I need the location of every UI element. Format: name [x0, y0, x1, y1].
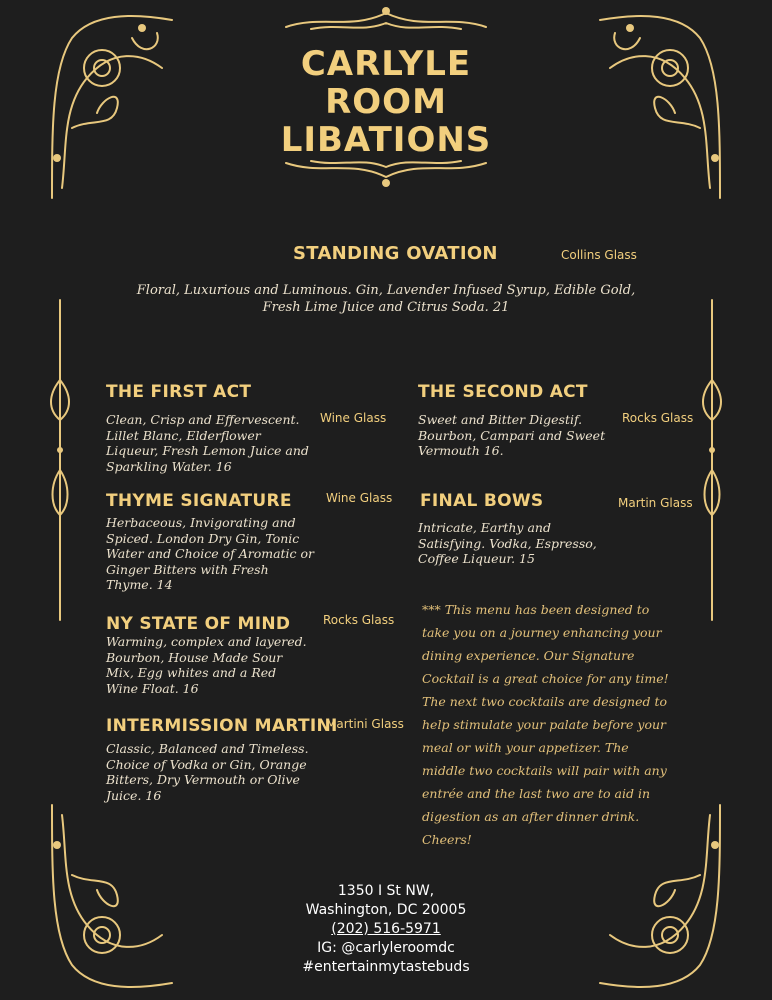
drink-name: THE FIRST ACT [106, 382, 252, 402]
title-line-1: CARLYLE [300, 44, 472, 84]
drink-name: INTERMISSION MARTINI [106, 716, 338, 736]
drink-name: FINAL BOWS [420, 491, 544, 511]
instagram-handle[interactable]: IG: @carlyleroomdc [317, 940, 455, 956]
drink-glass: Rocks Glass [323, 613, 395, 627]
title-line-3: LIBATIONS [280, 120, 492, 160]
drink-description: Herbaceous, Invigorating and Spiced. London Dry Gin, Tonic Water and Choice of Aromatic or Ginger Bitters with Fresh Thyme. 14 [106, 515, 315, 592]
drink-description: Warming, complex and layered. Bourbon, House Made Sour Mix, Egg whites and a Red Wine Float. 16 [106, 634, 307, 696]
side-ornament-right [700, 300, 724, 620]
hashtag: #entertainmytastebuds [302, 959, 470, 975]
title-flourish-top [281, 5, 491, 35]
featured-drink-description [0, 282, 772, 316]
drink-glass: Martin Glass [618, 496, 693, 510]
drink-description: Intricate, Earthy and Satisfying. Vodka, Espresso, Coffee Liqueur. 15 [418, 520, 597, 566]
drink-glass: Wine Glass [320, 411, 387, 425]
featured-description-line-1: Floral, Luxurious and Luminous. Gin, Lavender Infused Syrup, Edible Gold, [136, 283, 636, 298]
side-ornament-left [48, 300, 72, 620]
drink-name: THYME SIGNATURE [106, 491, 292, 511]
drink-name: NY STATE OF MIND [106, 614, 291, 634]
address-line-2: Washington, DC 20005 [305, 902, 467, 918]
title-flourish-bottom [281, 155, 491, 191]
drink-description: Sweet and Bitter Digestif. Bourbon, Campari and Sweet Vermouth 16. [418, 412, 606, 458]
drink-glass: Rocks Glass [622, 411, 694, 425]
title-line-2: ROOM [325, 82, 447, 122]
drink-glass: Wine Glass [326, 491, 393, 505]
phone-link[interactable]: (202) 516-5971 [331, 921, 441, 937]
footer-contact [0, 882, 772, 977]
drink-name: THE SECOND ACT [418, 382, 588, 402]
featured-description-line-2: Fresh Lime Juice and Citrus Soda. 21 [262, 300, 510, 315]
address-line-1: 1350 I St NW, [337, 883, 435, 899]
menu-note: *** This menu has been designed to take you on a journey enhancing your dining experience. Our Signature Cocktail is a great choice for any time! The next two cocktails are designed to help stimulate your palate before your meal or with your appetizer. The middle two cocktails will pair with any entrée and the last two are to aid in digestion as an after dinner drink. Cheers! [422, 602, 669, 847]
drink-description: Clean, Crisp and Effervescent. Lillet Blanc, Elderflower Liqueur, Fresh Lemon Juice and Sparkling Water. 16 [106, 412, 309, 474]
drink-glass: Martini Glass [326, 717, 404, 731]
featured-drink-name: STANDING OVATION [293, 243, 498, 264]
drink-description: Classic, Balanced and Timeless. Choice of Vodka or Gin, Orange Bitters, Dry Vermouth or Olive Juice. 16 [106, 741, 309, 803]
featured-drink-glass: Collins Glass [561, 248, 637, 262]
page-title [0, 45, 772, 159]
